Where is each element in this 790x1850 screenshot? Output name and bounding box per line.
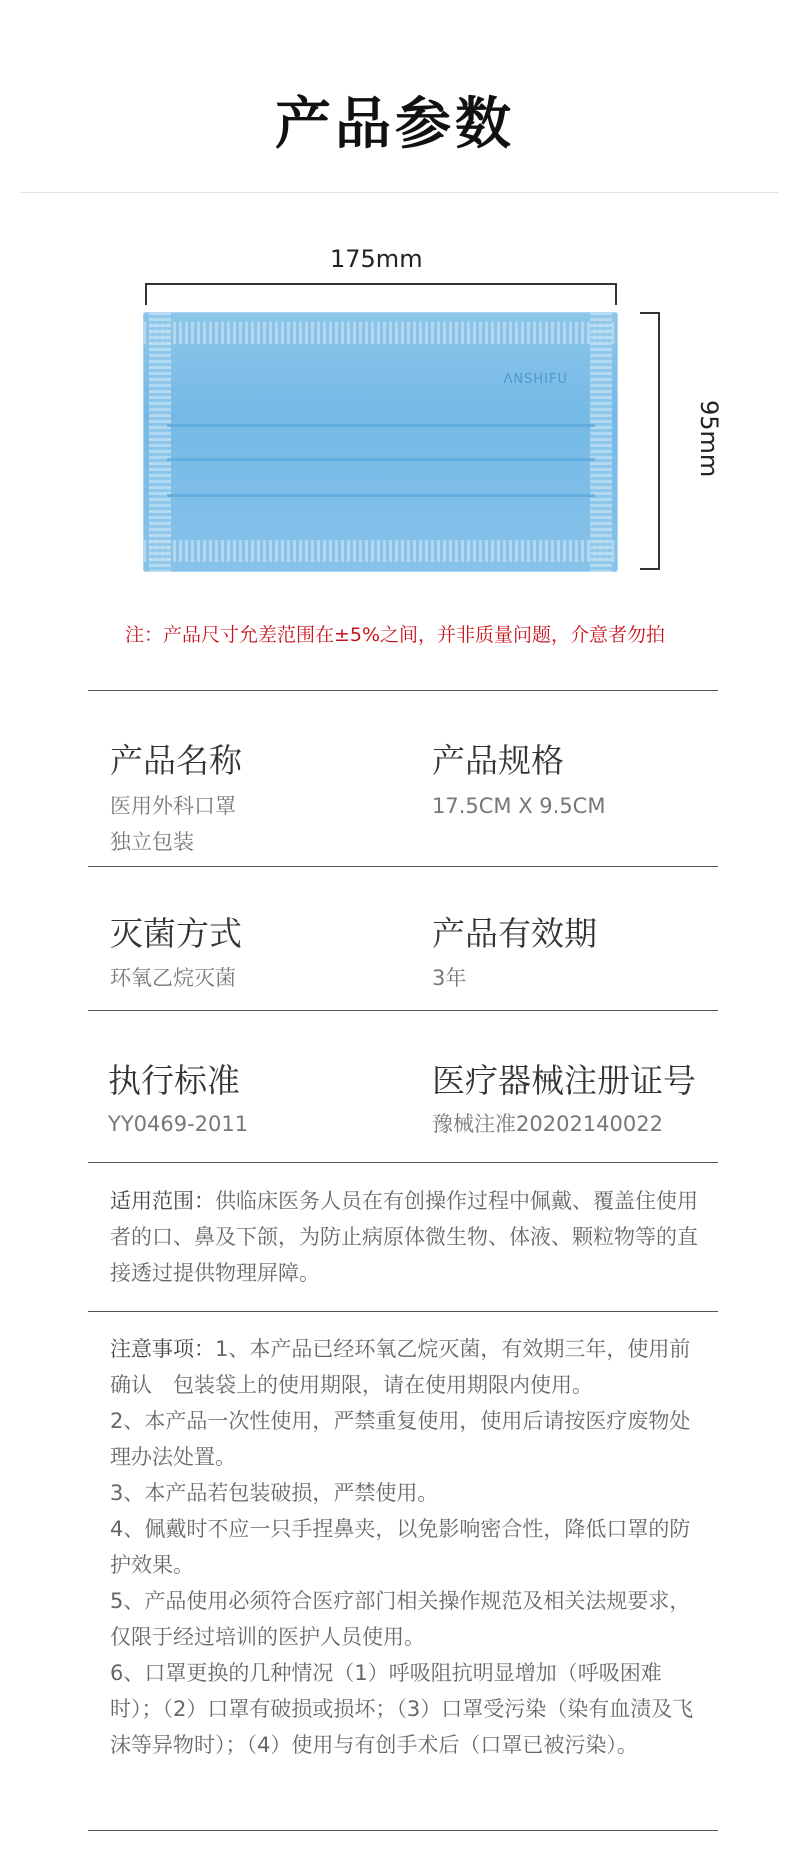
application-scope-lead: 适用范围： bbox=[110, 1189, 215, 1213]
validity-value: 3年 bbox=[432, 966, 467, 990]
precaution-item-3: 3、本产品若包装破损，严禁使用。 bbox=[110, 1481, 439, 1505]
mask-brand-logo: ΛNSHIFU bbox=[503, 372, 568, 387]
product-packaging-value: 独立包装 bbox=[110, 830, 194, 854]
section-divider bbox=[88, 1311, 718, 1312]
height-dimension-bracket bbox=[640, 312, 660, 570]
mask-left-edge bbox=[149, 312, 171, 572]
height-dimension-label-wrap bbox=[695, 400, 725, 490]
mask-pleat bbox=[167, 494, 595, 497]
validity-label: 产品有效期 bbox=[432, 914, 597, 953]
section-divider bbox=[88, 1010, 718, 1011]
height-dimension-label: 95mm bbox=[695, 400, 723, 478]
sterilization-label: 灭菌方式 bbox=[110, 914, 242, 953]
mask-right-edge bbox=[590, 312, 612, 572]
product-name-label: 产品名称 bbox=[110, 741, 242, 780]
precaution-item-5: 5、产品使用必须符合医疗部门相关操作规范及相关法规要求，仅限于经过培训的医护人员使用。 bbox=[110, 1589, 691, 1649]
registration-label: 医疗器械注册证号 bbox=[432, 1061, 696, 1100]
precaution-item-2: 2、本产品一次性使用，严禁重复使用，使用后请按医疗废物处理办法处置。 bbox=[110, 1409, 691, 1469]
precaution-item-1: 1、本产品已经环氧乙烷灭菌，有效期三年，使用前确认 包装袋上的使用期限，请在使用期限内使用。 bbox=[110, 1337, 691, 1397]
mask-top-band bbox=[143, 322, 618, 344]
standard-label: 执行标准 bbox=[108, 1061, 240, 1100]
application-scope bbox=[110, 1183, 710, 1291]
width-dimension-bracket bbox=[145, 283, 617, 305]
mask-pleat bbox=[167, 424, 595, 427]
product-image-mask bbox=[143, 312, 618, 572]
precautions bbox=[110, 1331, 710, 1763]
precaution-item-6: 6、口罩更换的几种情况（1）呼吸阻抗明显增加（呼吸困难时）；（2）口罩有破损或损坏；（3）口罩受污染（染有血渍及飞沫等异物时）；（4）使用与有创手术后（口罩已被污染）。 bbox=[110, 1661, 694, 1757]
registration-value: 豫械注准20202140022 bbox=[432, 1112, 663, 1136]
page-title: 产品参数 bbox=[275, 92, 515, 157]
section-divider bbox=[88, 690, 718, 691]
product-size-label: 产品规格 bbox=[432, 741, 564, 780]
precaution-item-4: 4、佩戴时不应一只手捏鼻夹，以免影响密合性，降低口罩的防护效果。 bbox=[110, 1517, 691, 1577]
product-size-value: 17.5CM X 9.5CM bbox=[432, 794, 606, 818]
section-divider bbox=[88, 866, 718, 867]
precaution-item bbox=[110, 1331, 710, 1403]
section-divider bbox=[88, 1830, 718, 1831]
size-tolerance-note: 注：产品尺寸允差范围在±5%之间，并非质量问题，介意者勿拍 bbox=[124, 624, 666, 646]
application-scope-text: 供临床医务人员在有创操作过程中佩戴、覆盖住使用者的口、鼻及下颌，为防止病原体微生物、体液、颗粒物等的直接透过提供物理屏障。 bbox=[110, 1189, 698, 1285]
product-name-value: 医用外科口罩 bbox=[110, 794, 236, 818]
standard-value: YY0469-2011 bbox=[108, 1112, 249, 1136]
section-divider bbox=[88, 1162, 718, 1163]
mask-pleat bbox=[167, 458, 595, 461]
mask-bottom-band bbox=[143, 540, 618, 562]
title-divider bbox=[20, 192, 778, 193]
sterilization-value: 环氧乙烷灭菌 bbox=[110, 966, 236, 990]
width-dimension-label: 175mm bbox=[330, 245, 423, 273]
precautions-lead: 注意事项： bbox=[110, 1337, 215, 1361]
